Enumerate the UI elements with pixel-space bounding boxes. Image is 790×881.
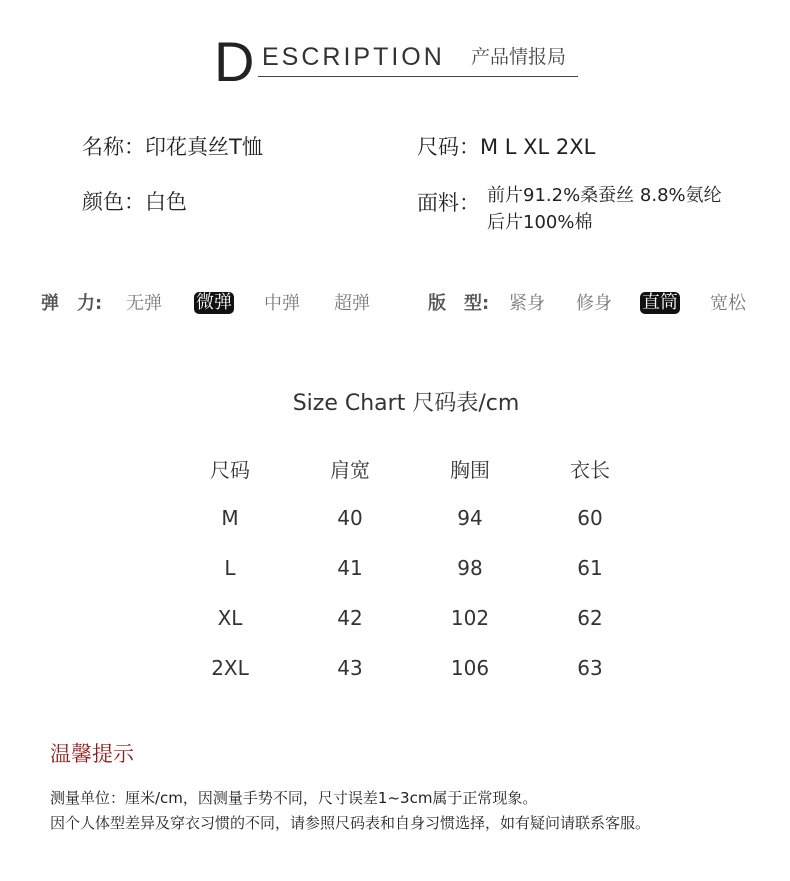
size-table-header-row: [170, 443, 650, 493]
table-cell: 41: [337, 556, 363, 580]
table-cell: M: [221, 506, 239, 530]
table-cell: 40: [337, 506, 363, 530]
product-name: [82, 133, 263, 161]
size-table-header: 胸围: [450, 457, 490, 482]
fit-option-slim: 修身: [576, 293, 612, 314]
header-initial-letter: D: [214, 30, 255, 93]
table-cell: 106: [450, 656, 490, 680]
table-cell: 43: [337, 656, 363, 680]
notice-line-fit-advice: 因个人体型差异及穿衣习惯的不同，请参照尺码表和自身习惯选择，如有疑问请联系客服。: [50, 814, 651, 832]
header-underline: [258, 76, 578, 77]
header-subtitle: 产品情报局: [471, 46, 567, 68]
product-fabric-line1: 前片91.2%桑蚕丝 8.8%氨纶: [487, 185, 722, 206]
table-cell: 61: [577, 556, 603, 580]
header-title: ESCRIPTION: [262, 43, 445, 71]
product-fabric-line2: 后片100%棉: [487, 212, 593, 233]
elasticity-label: 弹 力:: [41, 293, 103, 314]
table-cell: L: [224, 556, 236, 580]
size-table-header: 尺码: [210, 457, 250, 482]
size-table-header: 衣长: [570, 457, 610, 482]
table-cell: 62: [577, 606, 603, 630]
table-cell: 2XL: [211, 656, 249, 680]
fit-option-straight-selected: 直筒: [642, 292, 678, 313]
product-size: [417, 133, 595, 161]
table-cell: 42: [337, 606, 363, 630]
table-row: [170, 493, 650, 543]
product-size-value: M L XL 2XL: [480, 135, 596, 159]
table-row: [170, 543, 650, 593]
table-row: [170, 593, 650, 643]
table-cell: 60: [577, 506, 603, 530]
product-name-label: 名称：: [82, 135, 145, 159]
elasticity-option-medium: 中弹: [264, 293, 300, 314]
size-table: [170, 443, 650, 693]
size-table-header: 肩宽: [330, 457, 370, 482]
product-fabric-label: 面料：: [417, 191, 480, 215]
table-cell: 102: [450, 606, 490, 630]
notice-line-measurement: 测量单位：厘米/cm，因测量手势不同，尺寸误差1~3cm属于正常现象。: [50, 789, 538, 807]
product-size-label: 尺码：: [417, 135, 480, 159]
size-chart-title: Size Chart 尺码表/cm: [292, 391, 520, 416]
table-cell: 94: [457, 506, 483, 530]
table-cell: XL: [217, 606, 243, 630]
elasticity-option-none: 无弹: [126, 293, 162, 314]
fit-label: 版 型:: [428, 293, 490, 314]
table-cell: 63: [577, 656, 603, 680]
product-color-label: 颜色：: [82, 190, 145, 214]
notice-title: 温馨提示: [50, 742, 134, 766]
product-color: [82, 188, 187, 216]
table-row: [170, 643, 650, 693]
table-cell: 98: [457, 556, 483, 580]
fit-option-tight: 紧身: [509, 293, 545, 314]
product-color-value: 白色: [145, 190, 187, 214]
elasticity-option-high: 超弹: [334, 293, 370, 314]
fit-option-loose: 宽松: [710, 293, 746, 314]
elasticity-option-slight-selected: 微弹: [196, 292, 232, 313]
product-name-value: 印花真丝T恤: [145, 135, 263, 159]
